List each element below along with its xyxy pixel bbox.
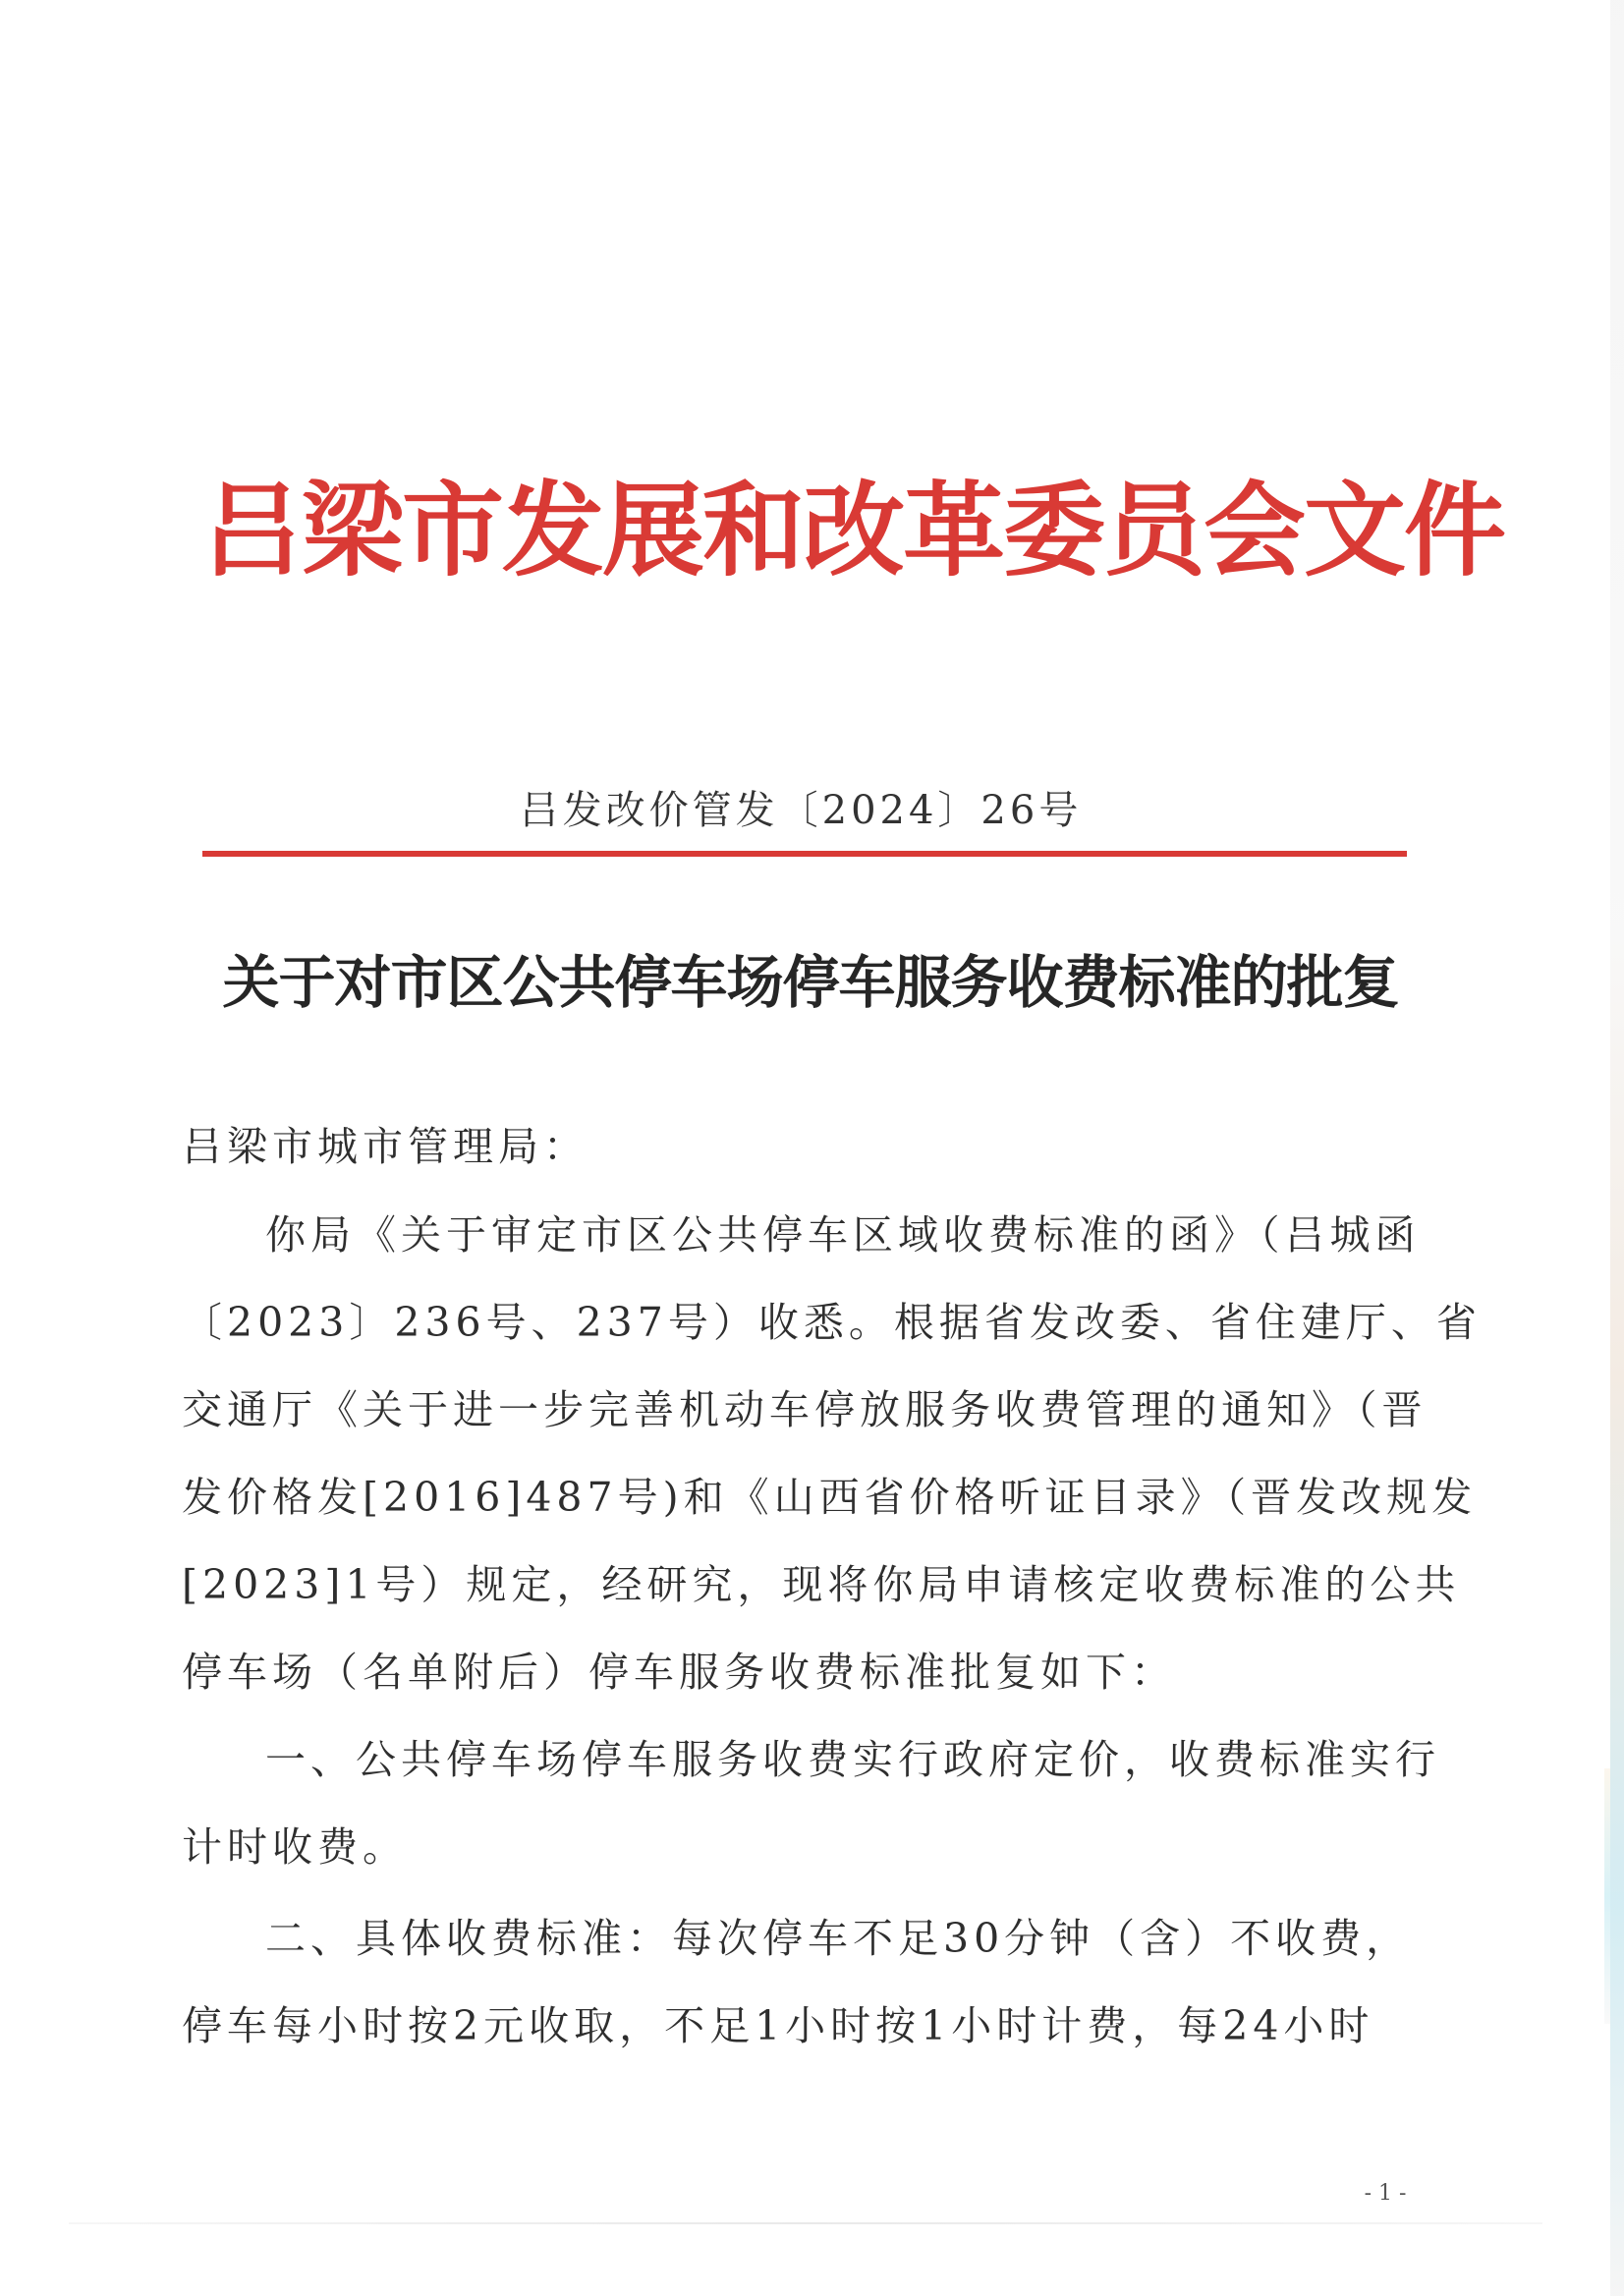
scan-bottom-edge xyxy=(69,2222,1542,2224)
body-line: 一、公共停车场停车服务收费实行政府定价，收费标准实行 xyxy=(265,1736,1440,1783)
scan-edge-artifact xyxy=(1604,1768,1610,2024)
body-line: 〔2023〕236号、237号）收悉。根据省发改委、省住建厅、省 xyxy=(182,1299,1482,1346)
body-line: 停车每小时按2元收取，不足1小时按1小时计费，每24小时 xyxy=(182,2002,1374,2049)
document-masthead: 吕梁市发展和改革委员会文件 xyxy=(201,470,1505,590)
document-number: 吕发改价管发〔2024〕26号 xyxy=(519,788,1083,833)
red-divider-rule xyxy=(202,851,1407,857)
body-line: 发价格发[2016]487号)和《山西省价格听证目录》（晋发改规发 xyxy=(182,1474,1478,1521)
body-line: 计时收费。 xyxy=(182,1823,408,1871)
body-line: 停车场（名单附后）停车服务收费标准批复如下： xyxy=(182,1649,1176,1696)
document-title: 关于对市区公共停车场停车服务收费标准的批复 xyxy=(222,949,1399,1016)
body-line: 二、具体收费标准：每次停车不足30分钟（含）不收费， xyxy=(265,1915,1412,1962)
body-line: [2023]1号）规定，经研究，现将你局申请核定收费标准的公共 xyxy=(182,1561,1461,1608)
scan-edge-right xyxy=(1610,0,1624,2296)
body-line: 你局《关于审定市区公共停车区域收费标准的函》（吕城函 xyxy=(265,1211,1421,1259)
body-line: 交通厅《关于进一步完善机动车停放服务收费管理的通知》（晋 xyxy=(182,1386,1428,1433)
salutation: 吕梁市城市管理局： xyxy=(182,1123,588,1170)
page-number: - 1 - xyxy=(1364,2181,1407,2206)
